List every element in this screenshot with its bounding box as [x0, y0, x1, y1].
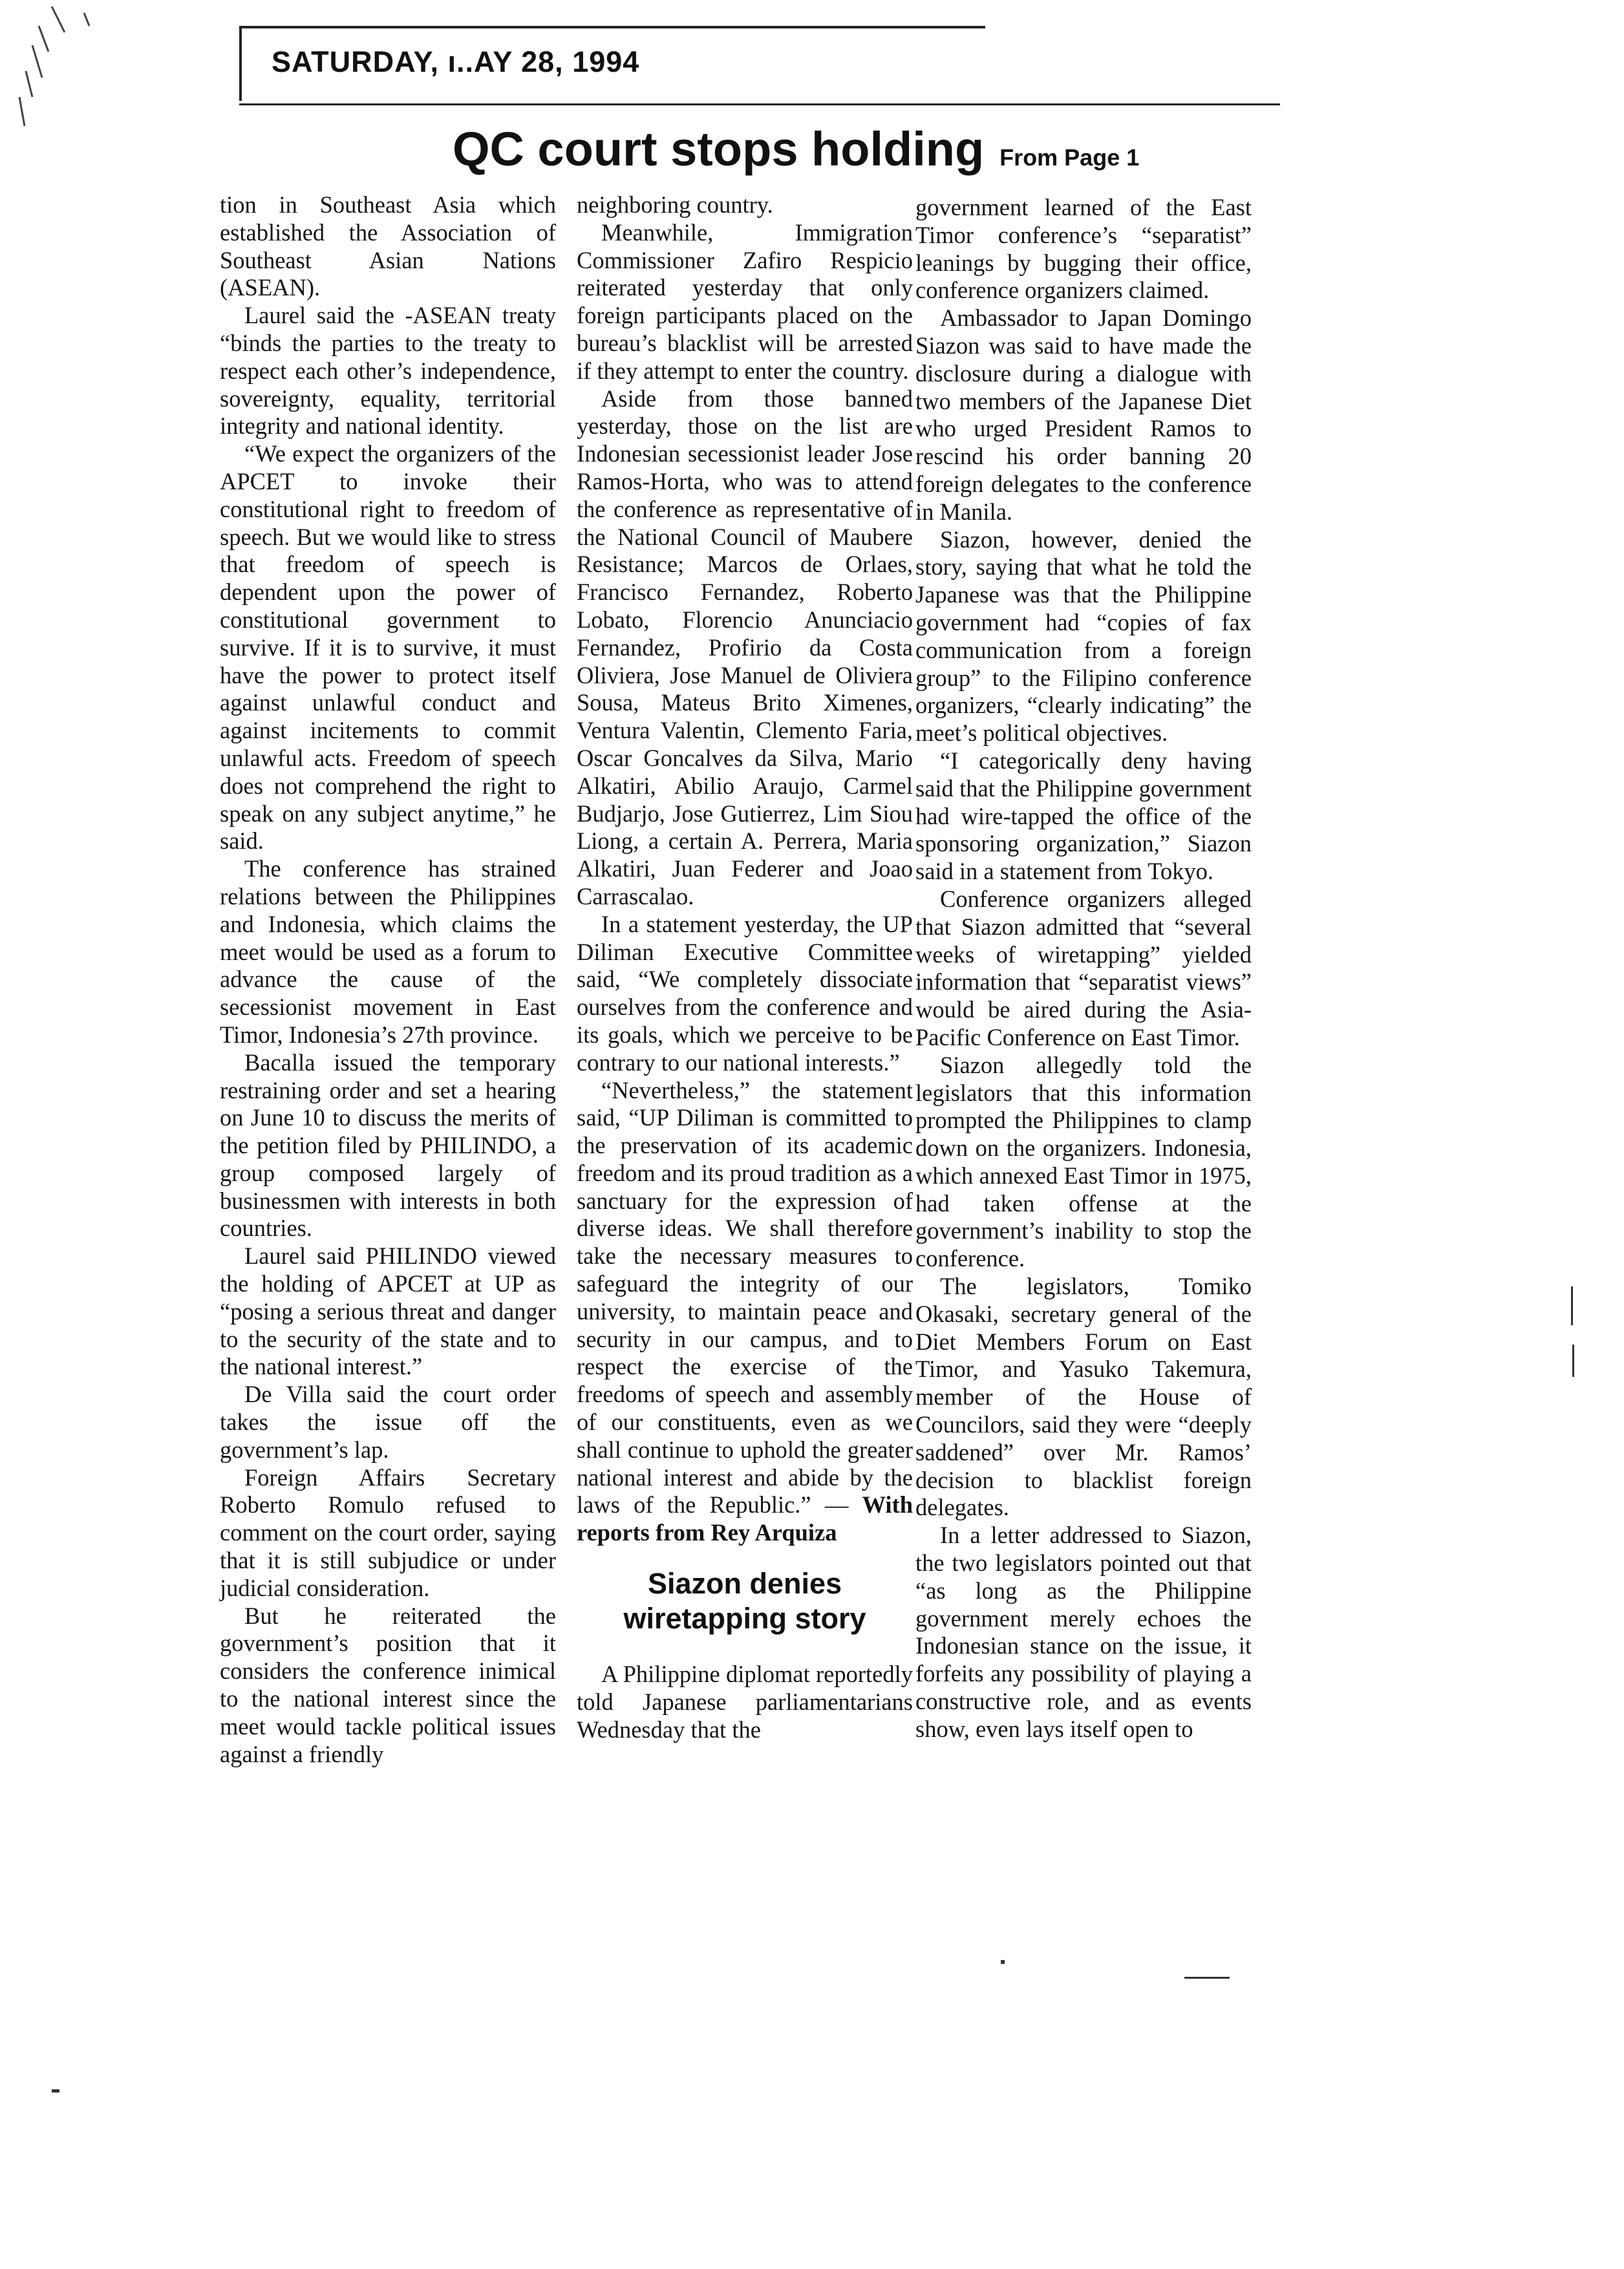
- article-column-1: [220, 191, 556, 1768]
- article-column-3: [915, 194, 1252, 1743]
- scan-speck: [1571, 1286, 1573, 1325]
- paragraph: neighboring country.: [577, 191, 773, 218]
- paragraph-text: “Nevertheless,” the statement said, “UP Diliman is committed to the preservation of its academic freedom and its proud tradition as a sanctuary for the expression of diverse ideas. We shall therefore take the necessary measures to safeguard the integrity of our university, to maintain peace and security in our campus, and to respect the exercise of the freedoms of speech and assembly of our constituents, even as we shall continue to uphold the greater national interest and abide by the laws of the Republic.” —: [577, 1076, 913, 1518]
- paragraph: Laurel said PHILINDO viewed the holding of APCET at UP as “posing a serious threat and danger to the security of the state and to the national interest.”: [220, 1242, 556, 1380]
- subhead: Siazon denies wiretapping story: [623, 1567, 866, 1635]
- headline-jump: From Page 1: [999, 144, 1140, 171]
- paragraph: tion in Southeast Asia which established the Association of Southeast Asian Nations (ASEAN).: [220, 191, 556, 301]
- paragraph: “I categorically deny having said that the Philippine government had wire-tapped the office of the sponsoring organization,” Siazon said in a statement from Tokyo.: [915, 747, 1252, 885]
- paragraph: In a statement yesterday, the UP Diliman Executive Committee said, “We completely dissociate ourselves from the conference and its goals, which we perceive to be contrary to our national interests.”: [577, 910, 913, 1076]
- paragraph: Siazon, however, denied the story, saying that what he told the Japanese was that the Philippine government had “copies of fax communication from a foreign group” to the Filipino conference organizers, “clearly indicating” the meet’s political objectives.: [915, 526, 1252, 747]
- paragraph: A Philippine diplomat reportedly told Japanese parliamentarians Wednesday that the: [577, 1661, 913, 1743]
- paragraph: Bacalla issued the temporary restraining order and set a hearing on June 10 to discuss the merits of the petition filed by PHILINDO, a group composed largely of businessmen with interests in both countries.: [220, 1049, 556, 1242]
- scan-artifact: [13, 6, 116, 129]
- article-column-2: [577, 191, 913, 1743]
- paragraph: Conference organizers alleged that Siazon admitted that “several weeks of wiretapping” yielded information that “separatist views” would be aired during the Asia-Pacific Conference on East Timor.: [915, 885, 1252, 1050]
- paragraph: Meanwhile, Immigration Commissioner Zafiro Respicio reiterated yesterday that only foreign participants placed on the bureau’s blacklist will be arrested if they attempt to enter the country.: [577, 218, 913, 384]
- paragraph: Siazon allegedly told the legislators that this information prompted the Philippines to clamp down on the organizers. Indonesia, which annexed East Timor in 1975, had taken offense at the government’s inability to stop the conference.: [915, 1051, 1252, 1272]
- scan-speck: [1184, 1977, 1230, 1979]
- header-rule: [239, 103, 1280, 105]
- paragraph: Laurel said the -ASEAN treaty “binds the parties to the treaty to respect each other’s independence, sovereignty, equality, territorial integrity and national identity.: [220, 302, 556, 440]
- paragraph: Ambassador to Japan Domingo Siazon was said to have made the disclosure during a dialogue with two members of the Japanese Diet who urged President Ramos to rescind his order banning 20 foreign delegates to the conference in Manila.: [915, 304, 1252, 525]
- reporter-credit: With reports from Rey Arquiza: [577, 1491, 913, 1546]
- paragraph: government learned of the East Timor conference’s “separatist” leanings by bugging their office, conference organizers claimed.: [915, 194, 1252, 304]
- paragraph: [577, 1077, 913, 1548]
- headline-title: QC court stops holding: [453, 122, 985, 176]
- paragraph: Aside from those banned yesterday, those on the list are Indonesian secessionist leader Jose Ramos-Horta, who was to attend the conference as representative of the National Council of Maubere Resistance; Marcos de Orlaes, Francisco Fernandez, Roberto Lobato, Florencio Anunciacio Fernandez, Profirio da Costa Oliviera, Jose Manuel de Oliviera Sousa, Mateus Brito Ximenes, Ventura Valentin, Clemento Faria, Oscar Goncalves da Silva, Mario Alkatiri, Abilio Araujo, Carmel Budjarjo, Jose Gutierrez, Lim Siou Liong, a certain A. Perrera, Maria Alkatiri, Juan Federer and Joao Carrascalao.: [577, 385, 913, 910]
- paragraph: In a letter addressed to Siazon, the two legislators pointed out that “as long as the Philippine government merely echoes the Indonesian stance on the issue, it forfeits any possibility of playing a constructive role, and as events show, even lays itself open to: [915, 1522, 1252, 1742]
- paragraph: The legislators, Tomiko Okasaki, secretary general of the Diet Members Forum on East Timor, and Yasuko Takemura, member of the House of Councilors, said they were “deeply saddened” over Mr. Ramos’ decision to blacklist foreign delegates.: [915, 1273, 1252, 1521]
- paragraph: The conference has strained relations between the Philippines and Indonesia, which claims the meet would be used as a forum to advance the cause of the secessionist movement in East Timor, Indonesia’s 27th province.: [220, 855, 556, 1048]
- paragraph: Foreign Affairs Secretary Roberto Romulo refused to comment on the court order, saying that it is still subjudice or under judicial consideration.: [220, 1464, 556, 1601]
- scan-speck: [1001, 1960, 1005, 1964]
- paragraph: De Villa said the court order takes the issue off the government’s lap.: [220, 1381, 556, 1463]
- paragraph: “We expect the organizers of the APCET to invoke their constitutional right to freedom of speech. But we would like to stress that freedom of speech is dependent upon the power of constitutional government to survive. If it is to survive, it must have the power to protect itself against unlawful conduct and against incitements to commit unlawful acts. Freedom of speech does not comprehend the right to speak on any subject anytime,” he said.: [220, 440, 556, 855]
- dateline: SATURDAY, ı..AY 28, 1994: [272, 45, 640, 78]
- headline: [453, 122, 1139, 176]
- scan-speck: [52, 2089, 59, 2093]
- scan-speck: [1572, 1345, 1574, 1377]
- paragraph: But he reiterated the government’s position that it considers the conference inimical to the national interest since the meet would tackle political issues against a friendly: [220, 1602, 556, 1767]
